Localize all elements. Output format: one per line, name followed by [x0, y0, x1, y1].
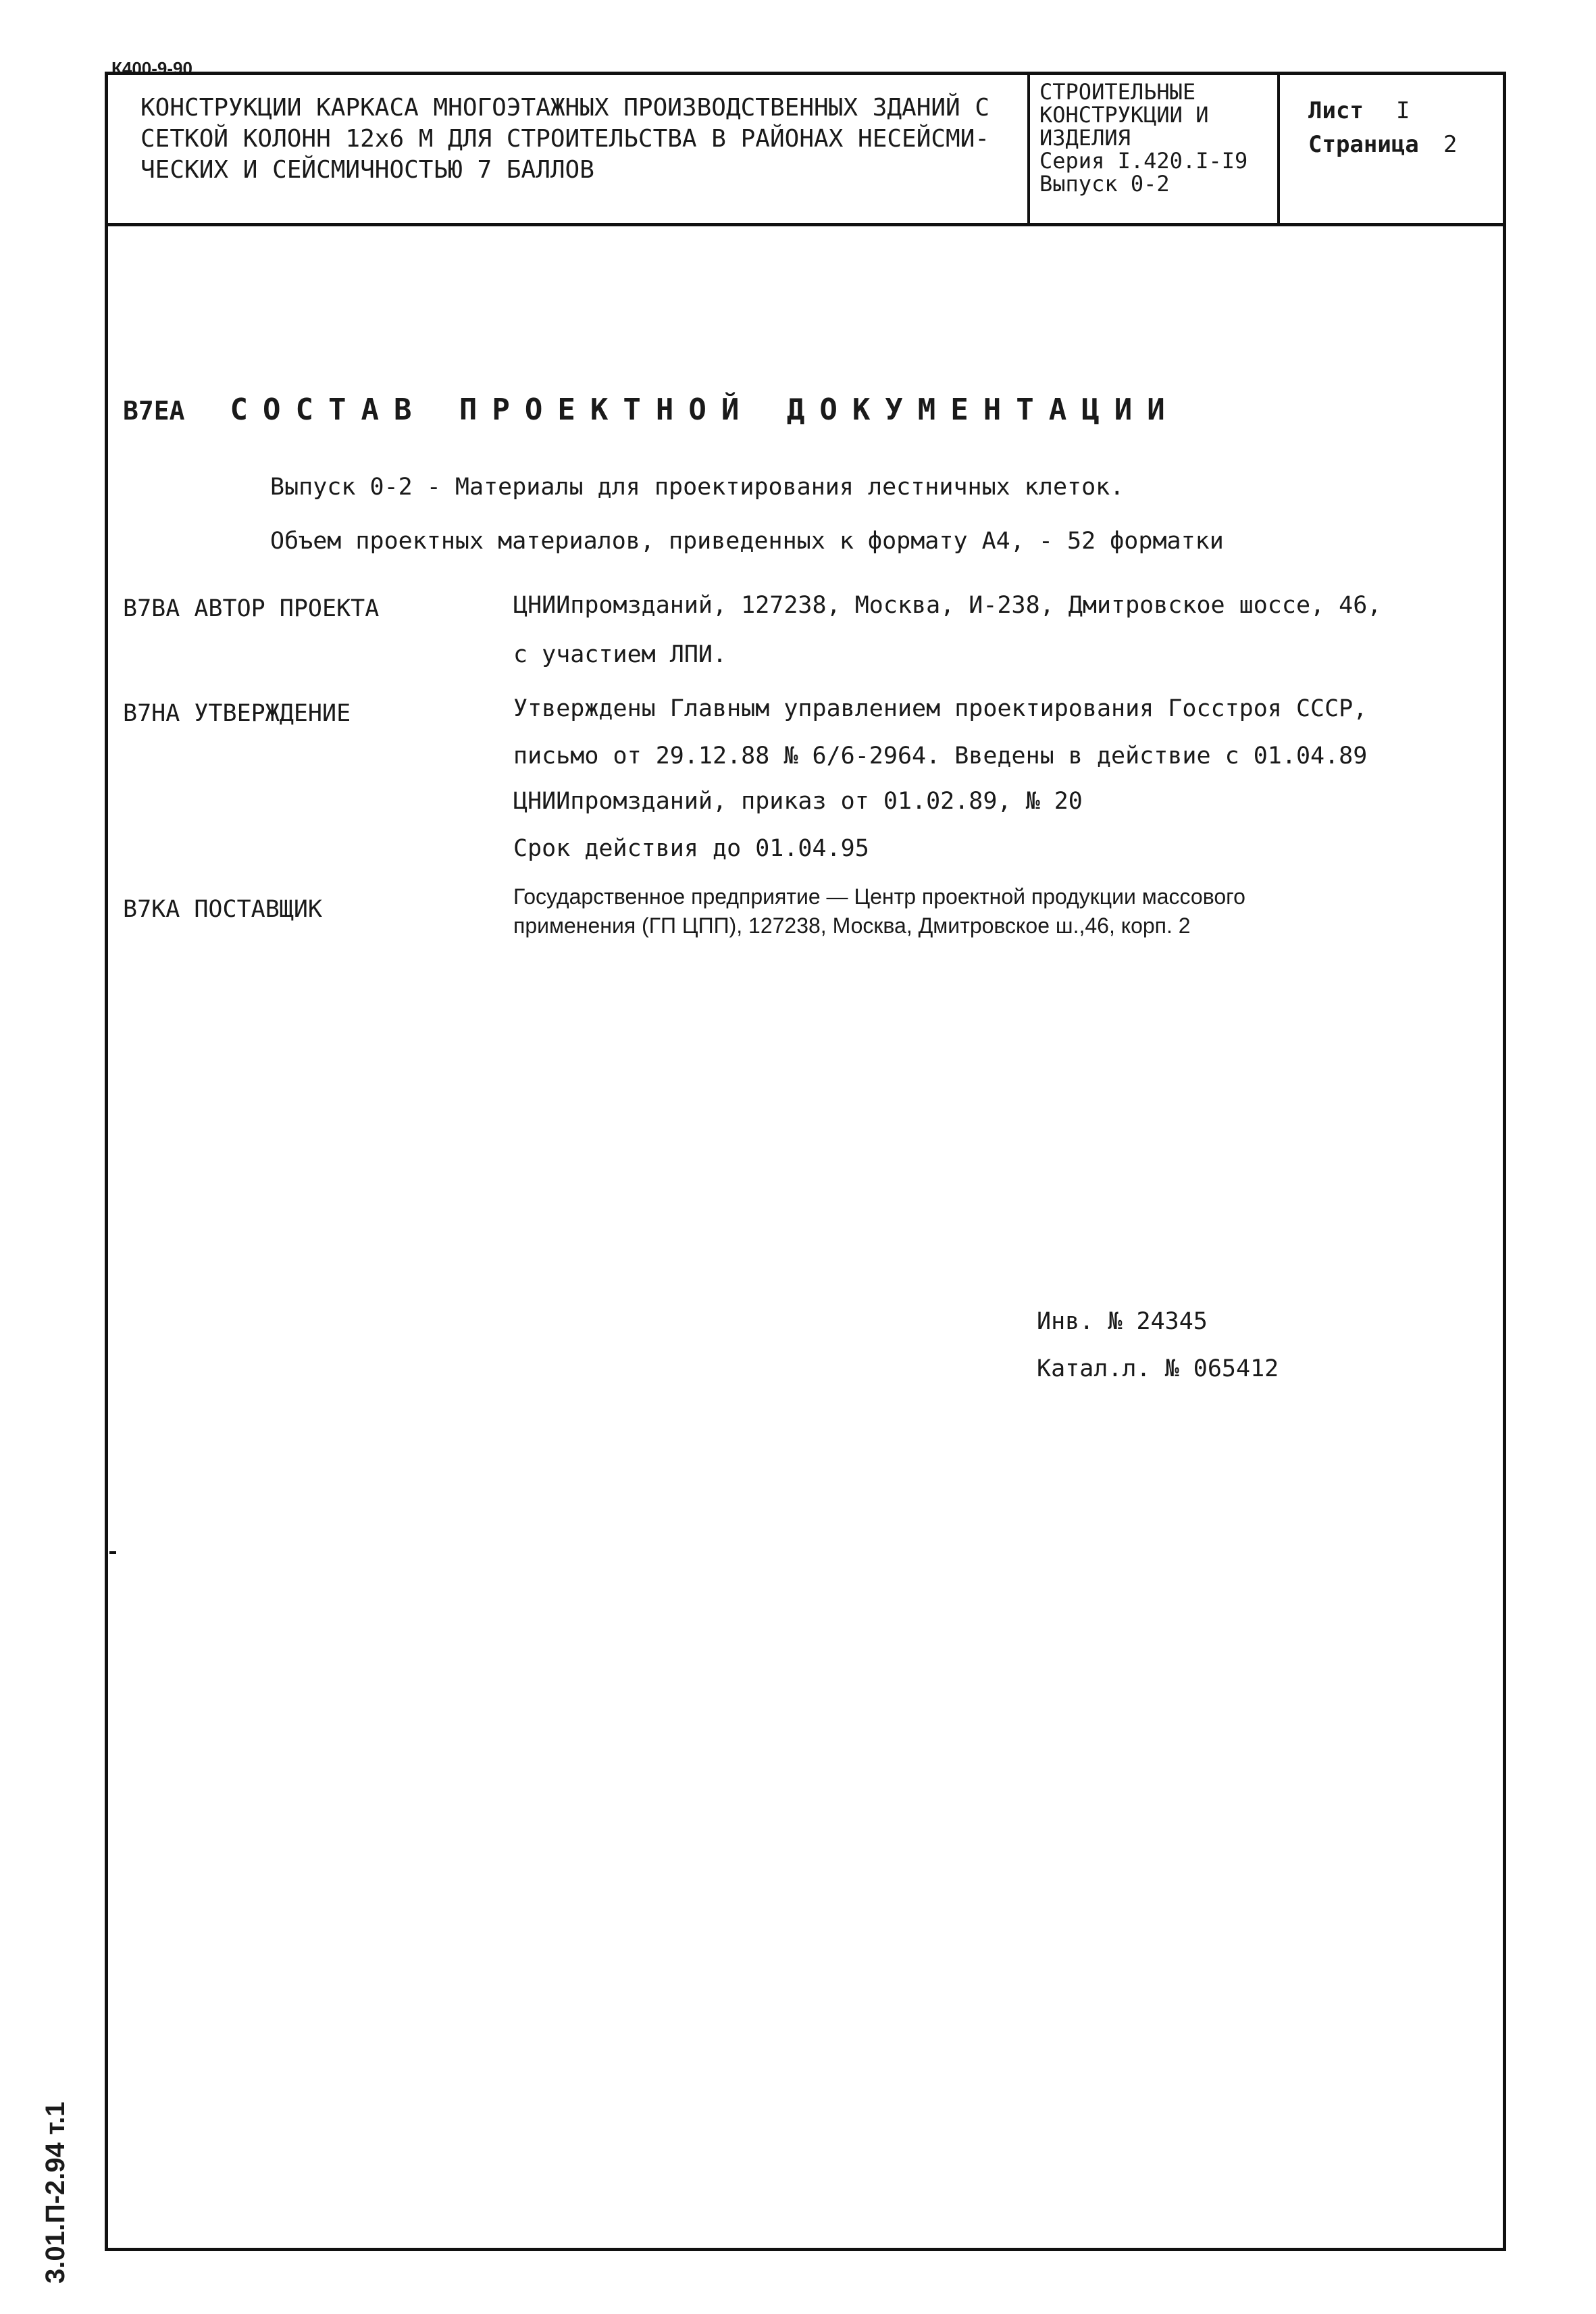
sheet-label: Лист: [1308, 97, 1364, 124]
title-block-series: [1030, 75, 1280, 223]
approval-line-3: ЦНИИпромзданий, приказ от 01.02.89, № 20: [513, 788, 1083, 815]
section-title: СОСТАВ ПРОЕКТНОЙ ДОКУМЕНТАЦИИ: [230, 393, 1180, 427]
document-code: К400-9-90: [111, 58, 192, 78]
author-line-1: ЦНИИпромзданий, 127238, Москва, И-238, Дмитровское шоссе, 46,: [513, 592, 1382, 619]
inventory-number: Инв. № 24345: [1037, 1308, 1208, 1335]
side-code: 3.01.П-2.94 т.1: [41, 2101, 70, 2284]
author-label: В7ВА АВТОР ПРОЕКТА: [123, 595, 380, 622]
title-block: [108, 75, 1503, 226]
sheet-row: [1308, 94, 1503, 128]
title-block-sheet: [1280, 75, 1503, 223]
catalog-number: Катал.л. № 065412: [1037, 1355, 1279, 1382]
series-line: КОНСТРУКЦИИ И: [1039, 102, 1209, 128]
supplier-line-1: Государственное предприятие — Центр проектной продукции массового: [513, 884, 1245, 909]
series-line: Выпуск 0-2: [1039, 171, 1170, 197]
section-heading: [123, 393, 1180, 427]
title-line: ЧЕСКИХ И СЕЙСМИЧНОСТЬЮ 7 БАЛЛОВ: [140, 156, 594, 184]
approval-line-1: Утверждены Главным управлением проектирования Госстроя СССР,: [513, 695, 1368, 722]
author-line-2: с участием ЛПИ.: [513, 641, 727, 668]
approval-label: В7НА УТВЕРЖДЕНИЕ: [123, 700, 351, 727]
approval-line-4: Срок действия до 01.04.95: [513, 835, 869, 862]
page-label: Страница: [1308, 131, 1419, 158]
series-line: ИЗДЕЛИЯ: [1039, 125, 1131, 151]
title-block-main: [108, 75, 1030, 223]
series-line: Серия I.420.I-I9: [1039, 148, 1248, 174]
issue-line: Выпуск 0-2 - Материалы для проектирования лестничных клеток.: [270, 474, 1125, 501]
section-code: В7ЕА: [123, 396, 185, 426]
edge-tick-mark: [109, 1551, 116, 1554]
page-value: 2: [1443, 131, 1458, 158]
title-line: КОНСТРУКЦИИ КАРКАСА МНОГОЭТАЖНЫХ ПРОИЗВОДСТВЕННЫХ ЗДАНИЙ С: [140, 94, 990, 122]
volume-line: Объем проектных материалов, приведенных к формату А4, - 52 форматки: [270, 528, 1224, 555]
supplier-line-2: применения (ГП ЦПП), 127238, Москва, Дмитровское ш.,46, корп. 2: [513, 913, 1191, 938]
sheet-value: I: [1396, 97, 1410, 124]
series-line: СТРОИТЕЛЬНЫЕ: [1039, 79, 1196, 105]
page-row: [1308, 128, 1503, 161]
title-line: СЕТКОЙ КОЛОНН 12x6 М ДЛЯ СТРОИТЕЛЬСТВА В РАЙОНАХ НЕСЕЙСМИ-: [140, 125, 990, 153]
supplier-label: В7КА ПОСТАВЩИК: [123, 896, 323, 923]
supplier-text: [513, 882, 1324, 940]
drawing-frame: [105, 72, 1506, 2251]
approval-line-2: письмо от 29.12.88 № 6/6-2964. Введены в действие с 01.04.89: [513, 743, 1368, 770]
